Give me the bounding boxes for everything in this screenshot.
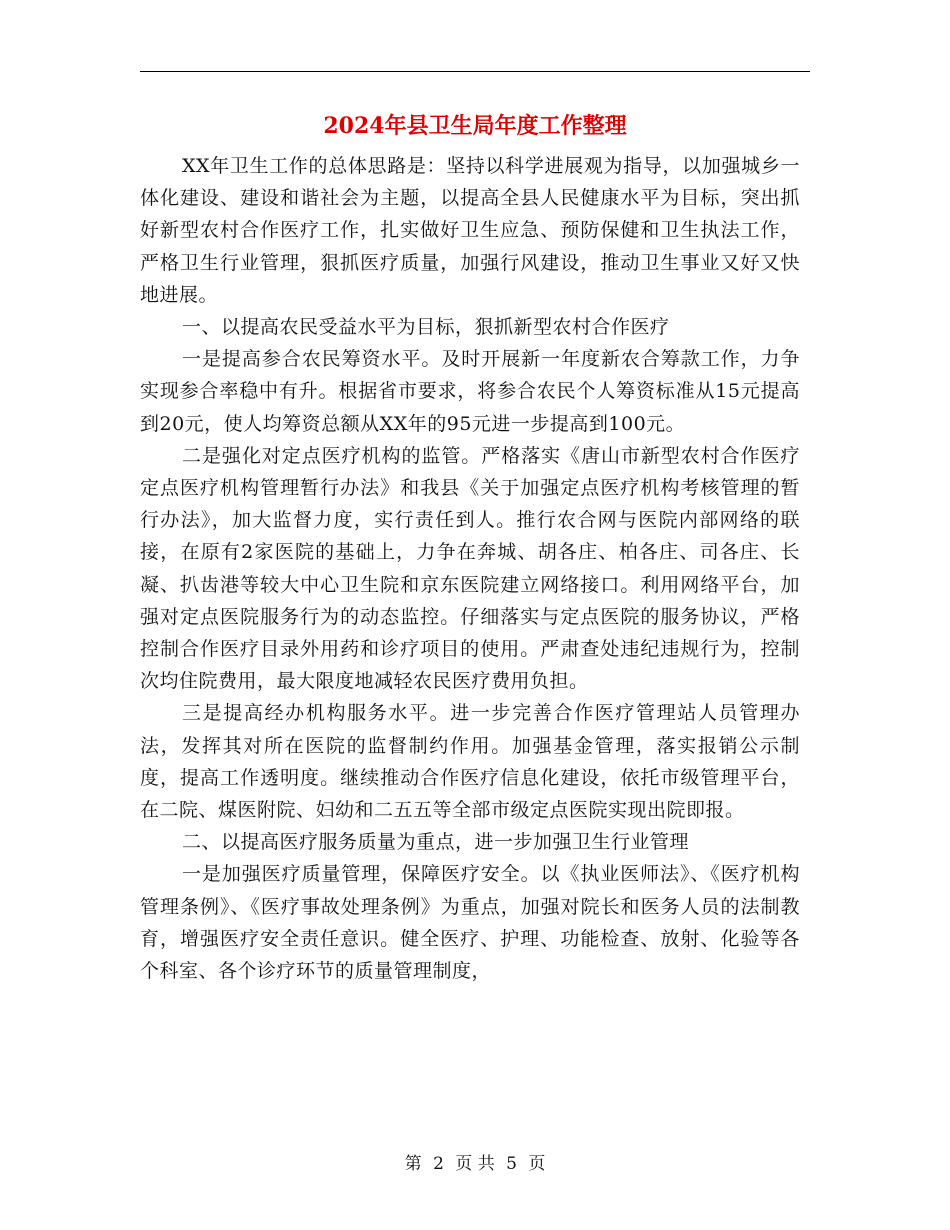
section-heading-1: 一、以提高农民受益水平为目标，狠抓新型农村合作医疗 <box>182 316 670 339</box>
page-footer <box>0 1152 950 1176</box>
paragraph-2-1: 一是加强医疗质量管理，保障医疗安全。以《执业医师法》、《医疗机构管理条例》、《医疗事故处理条例》为重点，加强对院长和医务人员的法制教育，增强医疗安全责任意识。健全医疗、护理、功能检查、放射、化验等各个科室、各个诊疗环节的质量管理制度， <box>140 863 800 983</box>
footer-prefix: 第 <box>404 1154 422 1174</box>
footer-suffix: 页 <box>528 1154 546 1174</box>
paragraph-1-2: 二是强化对定点医疗机构的监管。严格落实《唐山市新型农村合作医疗定点医疗机构管理暂行办法》和我县《关于加强定点医疗机构考核管理的暂行办法》，加大监督力度，实行责任到人。推行农合网与医院内部网络的联接，在原有2家医院的基础上，力争在奔城、胡各庄、柏各庄、司各庄、长凝、扒齿港等较大中心卫生院和京东医院建立网络接口。利用网络平台，加强对定点医院服务行为的动态监控。仔细落实与定点医院的服务协议，严格控制合作医疗目录外用药和诊疗项目的使用。严肃查处违纪违规行为，控制次均住院费用，最大限度地减轻农民医疗费用负担。 <box>140 444 800 693</box>
page-number: 2 <box>433 1154 444 1174</box>
header-rule <box>140 71 810 72</box>
document-title: 2024年县卫生局年度工作整理 <box>323 113 627 139</box>
page-total: 5 <box>506 1154 517 1174</box>
footer-middle: 页 共 <box>455 1154 495 1174</box>
section-heading-2: 二、以提高医疗服务质量为重点，进一步加强卫生行业管理 <box>182 831 690 854</box>
paragraph-intro: XX年卫生工作的总体思路是：坚持以科学进展观为指导，以加强城乡一体化建设、建设和谐社会为主题，以提高全县人民健康水平为目标，突出抓好新型农村合作医疗工作，扎实做好卫生应急、预防保健和卫生执法工作，严格卫生行业管理，狠抓医疗质量，加强行风建设，推动卫生事业又好又快地进展。 <box>140 155 800 306</box>
document-body <box>140 150 800 987</box>
paragraph-1-1: 一是提高参合农民筹资水平。及时开展新一年度新农合筹款工作，力争实现参合率稳中有升。根据省市要求，将参合农民个人筹资标准从15元提高到20元，使人均筹资总额从XX年的95元进一步提高到100元。 <box>140 348 800 435</box>
paragraph-1-3: 三是提高经办机构服务水平。进一步完善合作医疗管理站人员管理办法，发挥其对所在医院的监督制约作用。加强基金管理，落实报销公示制度，提高工作透明度。继续推动合作医疗信息化建设，依托市级管理平台，在二院、煤医附院、妇幼和二五五等全部市级定点医院实现出院即报。 <box>140 702 800 822</box>
